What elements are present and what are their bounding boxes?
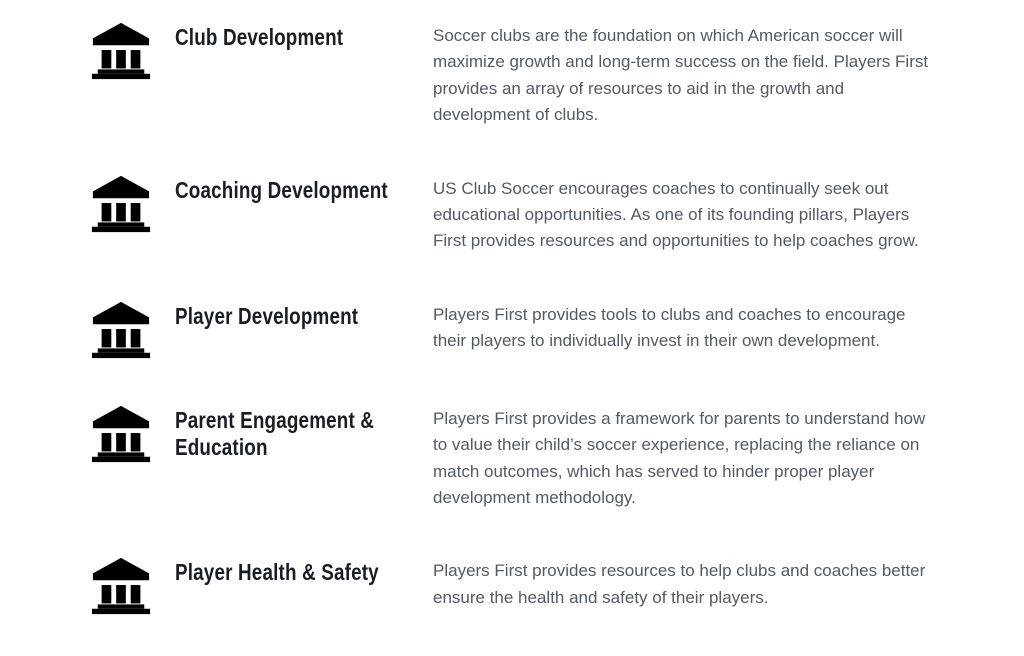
pillar-title: Club Development [175,24,344,50]
pillar-description: Soccer clubs are the foundation on which American soccer will maximize growth and long-term success on the field. Players First provides an array of resources to aid in the growth and development of clubs. [433,26,929,125]
pillar-row-player-health-safety [90,555,930,615]
pillar-description: Players First provides resources to help clubs and coaches better ensure the health and safety of their players. [433,561,926,607]
pillar-title: Coaching Development [175,176,388,203]
pillar-row-parent-engagement-education [90,403,930,512]
pillar-title: Player Health & Safety [175,559,379,586]
bank-icon [90,173,175,233]
bank-icon [90,555,175,615]
pillar-description: Players First provides tools to clubs and coaches to encourage their players to individually invest in their own development. [433,304,906,351]
pillar-row-coaching-development [90,173,930,255]
bank-icon [90,403,175,463]
pillar-title: Player Development [175,302,359,329]
pillar-description: Players First provides a framework for parents to understand how to value their child’s soccer experience, replacing the reliance on match outcomes, which has served to hinder proper player development methodology. [433,408,926,508]
bank-icon [90,299,175,359]
pillar-row-club-development [90,20,930,129]
pillar-row-player-development [90,299,930,359]
pillar-description: US Club Soccer encourages coaches to continually seek out educational opportunities. As one of its founding pillars, Players First provides resources and opportunities to help coaches grow. [433,178,919,251]
bank-icon [90,20,175,80]
pillar-title: Parent Engagement & Education [175,406,375,460]
